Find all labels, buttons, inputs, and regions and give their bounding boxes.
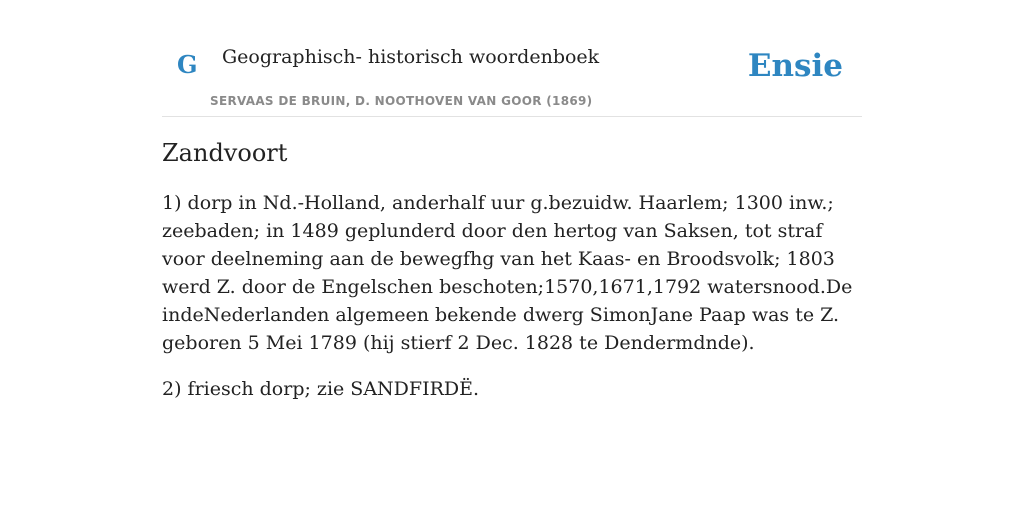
book-author: SERVAAS DE BRUIN, D. NOOTHOVEN VAN GOOR (1869): [210, 94, 593, 108]
definition-2: 2) friesch dorp; zie SANDFIRDË.: [162, 378, 480, 401]
entry-content: [162, 138, 862, 421]
book-letter-link[interactable]: G: [177, 50, 198, 79]
ensie-logo[interactable]: Ensie: [747, 48, 843, 84]
entry-headword: Zandvoort: [162, 139, 288, 167]
definition-1: 1) dorp in Nd.-Holland, anderhalf uur g.bezuidw. Haarlem; 1300 inw.; zeebaden; in 1489 geplunderd door den hertog van Saksen, tot straf voor deelneming aan de bewegfhg van het Kaas- en Broodsvolk; 1803 werd Z. door de Engelschen beschoten;1570,1671,1792 watersnood.De indeNederlanden algemeen bekende dwerg SimonJane Paap was te Z. geboren 5 Mei 1789 (hij stierf 2 Dec. 1828 te Dendermdnde).: [162, 192, 853, 355]
book-header: [162, 0, 862, 117]
book-title[interactable]: Geographisch- historisch woordenboek: [222, 46, 600, 68]
